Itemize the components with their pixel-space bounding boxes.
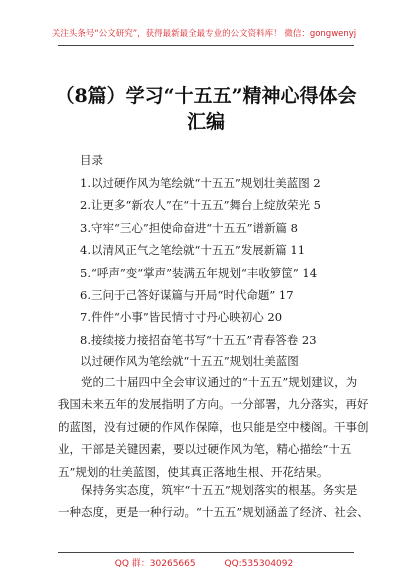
header-promo-note: 关注头条号“公文研究”，获得最新最全最专业的公文资料库！ 微信：gongwenyj [51, 29, 357, 39]
toc-entry-1: 1.以过硬作风为笔绘就“十五五”规划壮美蓝图 2 [80, 176, 321, 190]
toc-entry-4: 4.以清风正气之笔绘就“十五五”发展新篇 11 [80, 243, 306, 258]
toc-entry-8: 8.接续接力接招奋笔书写“十五五”青春答卷 23 [80, 332, 317, 347]
footer-contact [0, 556, 408, 569]
paragraph-line: 的蓝图，没有过硬的作风作保障，也只能是空中楼阁。干事创 [58, 419, 369, 434]
body-paragraph-2 [58, 479, 369, 524]
toc-heading: 目录 [80, 153, 103, 167]
toc-entry-6: 6.三问于己答好谋篇与开局“时代命题” 17 [80, 287, 294, 302]
toc-entry-5: 5.“呼声”变“掌声”装满五年规划“丰收箩筐” 14 [80, 265, 318, 280]
body-paragraph-1 [58, 371, 369, 483]
paragraph-line: 党的二十届四中全会审议通过的“十五五”规划建议，为 [81, 375, 358, 389]
footer-divider [58, 552, 354, 553]
footer-qq: QQ:535304092 [224, 559, 294, 569]
paragraph-line: 我国未来五年的发展指明了方向。一分部署，九分落实，再好 [58, 397, 369, 412]
paragraph-line: 五”规划的壮美蓝图，使其真正落地生根、开花结果。 [58, 464, 329, 479]
toc-entry-3: 3.守牢“三心”担使命奋进“十五五”谱新篇 8 [80, 220, 298, 235]
table-of-contents [80, 172, 380, 351]
paragraph-line: 保持务实态度，筑牢“十五五”规划落实的根基。务实是 [81, 483, 358, 497]
toc-entry-2: 2.让更多“新农人”在“十五五”舞台上绽放荣光 5 [80, 198, 321, 213]
header-divider [58, 45, 354, 46]
section-heading: 以过硬作风为笔绘就“十五五”规划壮美蓝图 [80, 354, 299, 368]
footer-qq-group: QQ 群：30265665 [114, 559, 196, 569]
toc-entry-7: 7.件件“小事”皆民情寸寸丹心映初心 20 [80, 310, 283, 325]
paragraph-line: 一种态度，更是一种行动。“十五五”规划涵盖了经济、社会、 [58, 505, 369, 520]
paragraph-line: 业，干部是关键因素，要以过硬作风为笔，精心描绘“十五 [58, 442, 352, 457]
document-title: （8篇）学习“十五五”精神心得体会汇编 [55, 85, 357, 133]
